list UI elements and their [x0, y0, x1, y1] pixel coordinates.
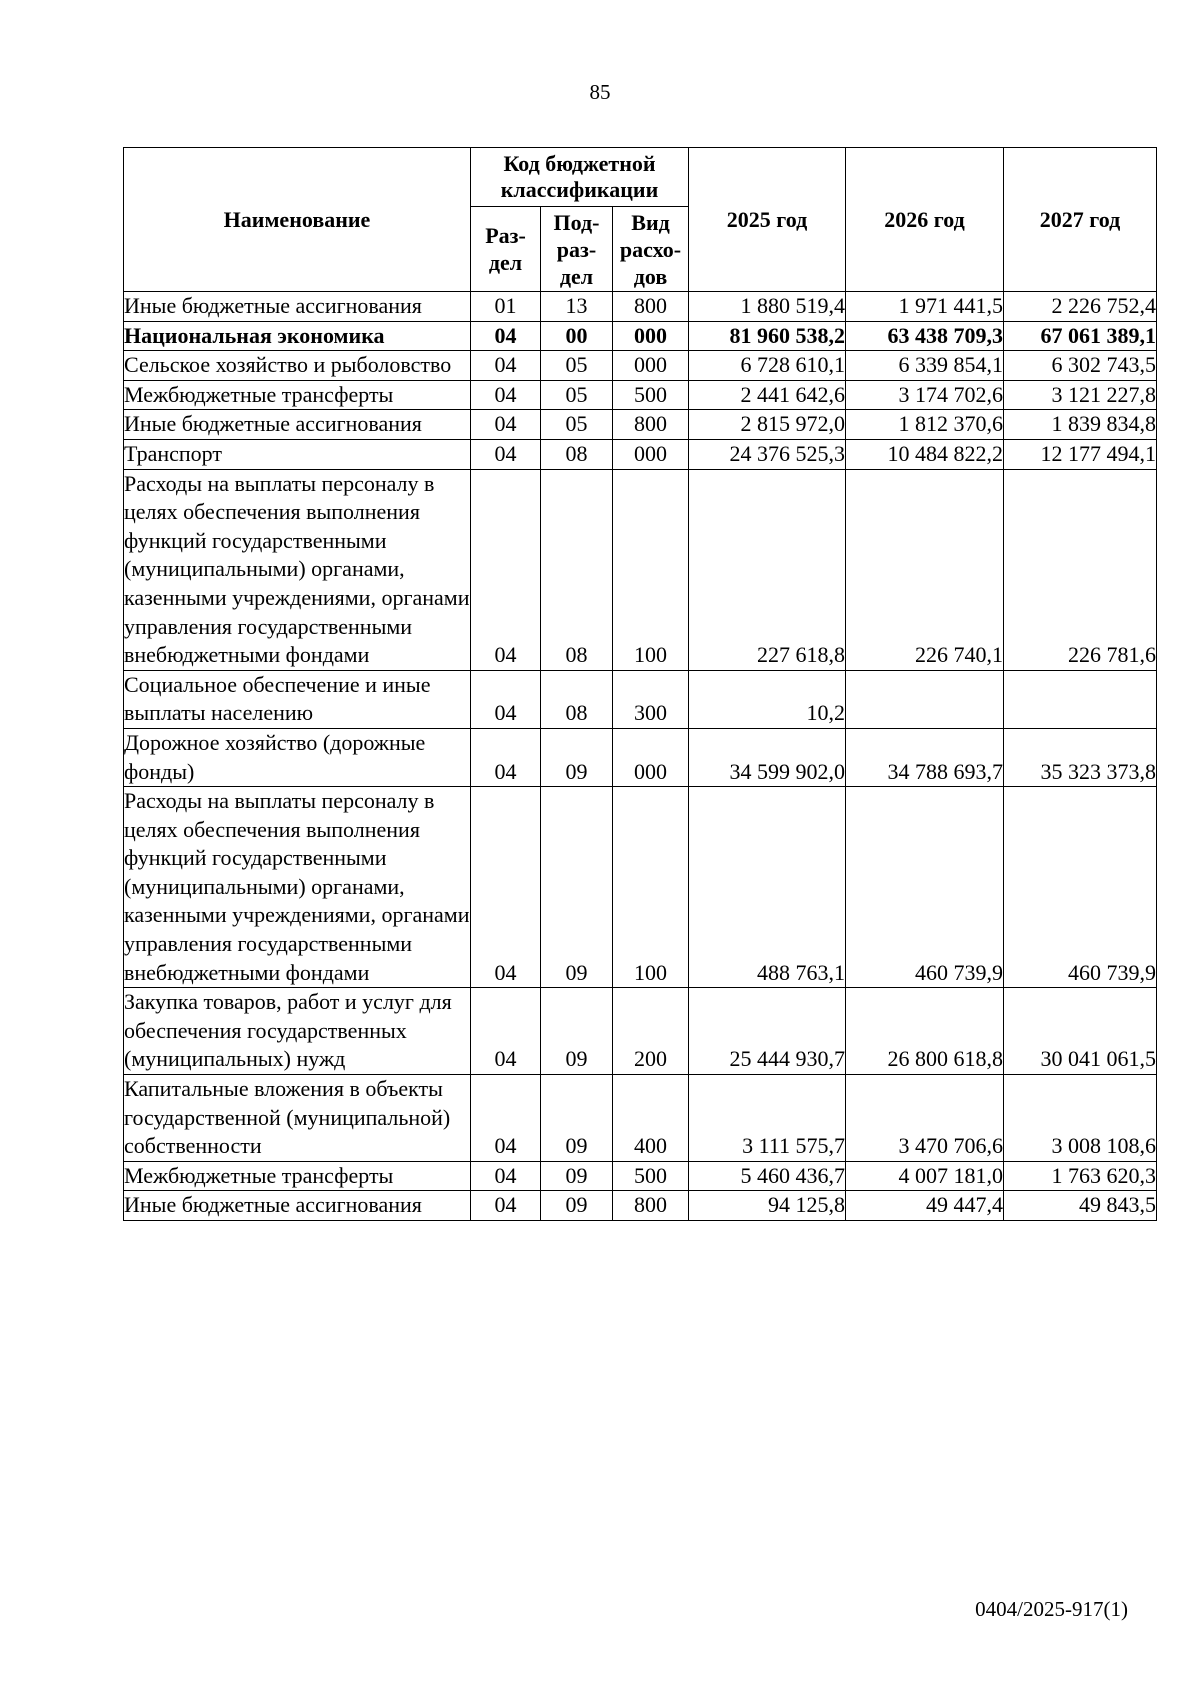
row-value-2025: 1 880 519,4 — [689, 292, 846, 322]
row-value-2026: 4 007 181,0 — [846, 1161, 1004, 1191]
row-value-2025: 6 728 610,1 — [689, 351, 846, 381]
row-value-2027 — [1004, 670, 1157, 728]
row-vid-raskhodov: 300 — [613, 670, 689, 728]
row-podrazdel: 09 — [541, 787, 613, 988]
row-vid-raskhodov: 800 — [613, 410, 689, 440]
header-name: Наименование — [124, 148, 471, 292]
row-value-2025: 488 763,1 — [689, 787, 846, 988]
row-podrazdel: 08 — [541, 469, 613, 670]
row-vid-raskhodov: 800 — [613, 1191, 689, 1221]
row-value-2027: 12 177 494,1 — [1004, 439, 1157, 469]
row-value-2026: 6 339 854,1 — [846, 351, 1004, 381]
row-razdel: 04 — [471, 988, 541, 1075]
row-value-2027: 49 843,5 — [1004, 1191, 1157, 1221]
budget-table — [123, 147, 1157, 1221]
row-value-2027: 1 763 620,3 — [1004, 1161, 1157, 1191]
row-name: Межбюджетные трансферты — [124, 380, 471, 410]
row-vid-raskhodov: 000 — [613, 439, 689, 469]
row-name: Иные бюджетные ассигнования — [124, 410, 471, 440]
table-row — [124, 1191, 1157, 1221]
row-value-2026: 26 800 618,8 — [846, 988, 1004, 1075]
row-value-2026: 1 971 441,5 — [846, 292, 1004, 322]
row-vid-raskhodov: 400 — [613, 1075, 689, 1162]
document-id: 0404/2025-917(1) — [975, 1597, 1128, 1621]
row-name: Закупка товаров, работ и услуг для обеспечения государственных (муниципальных) нужд — [124, 988, 471, 1075]
row-podrazdel: 09 — [541, 728, 613, 786]
row-razdel: 04 — [471, 380, 541, 410]
table-row — [124, 988, 1157, 1075]
row-value-2026: 3 470 706,6 — [846, 1075, 1004, 1162]
row-value-2027: 1 839 834,8 — [1004, 410, 1157, 440]
row-vid-raskhodov: 000 — [613, 351, 689, 381]
row-name: Дорожное хозяйство (дорожные фонды) — [124, 728, 471, 786]
row-podrazdel: 13 — [541, 292, 613, 322]
row-podrazdel: 08 — [541, 670, 613, 728]
row-razdel: 04 — [471, 787, 541, 988]
row-value-2025: 34 599 902,0 — [689, 728, 846, 786]
row-value-2026: 34 788 693,7 — [846, 728, 1004, 786]
row-value-2027: 6 302 743,5 — [1004, 351, 1157, 381]
row-value-2027: 30 041 061,5 — [1004, 988, 1157, 1075]
table-row — [124, 469, 1157, 670]
header-razdel: Раз- дел — [471, 207, 541, 292]
row-value-2027: 226 781,6 — [1004, 469, 1157, 670]
row-name: Социальное обеспечение и иные выплаты населению — [124, 670, 471, 728]
table-row — [124, 321, 1157, 351]
row-name: Иные бюджетные ассигнования — [124, 292, 471, 322]
row-value-2026: 226 740,1 — [846, 469, 1004, 670]
table-row — [124, 787, 1157, 988]
row-value-2025: 3 111 575,7 — [689, 1075, 846, 1162]
row-value-2026: 63 438 709,3 — [846, 321, 1004, 351]
header-code-group: Код бюджетной классификации — [471, 148, 689, 207]
row-vid-raskhodov: 100 — [613, 469, 689, 670]
row-value-2026: 49 447,4 — [846, 1191, 1004, 1221]
row-value-2026: 460 739,9 — [846, 787, 1004, 988]
row-value-2027: 460 739,9 — [1004, 787, 1157, 988]
row-name: Транспорт — [124, 439, 471, 469]
row-podrazdel: 05 — [541, 410, 613, 440]
row-razdel: 04 — [471, 1161, 541, 1191]
row-podrazdel: 09 — [541, 1191, 613, 1221]
table-row — [124, 380, 1157, 410]
row-value-2026: 10 484 822,2 — [846, 439, 1004, 469]
table-row — [124, 670, 1157, 728]
row-vid-raskhodov: 000 — [613, 728, 689, 786]
row-value-2027: 67 061 389,1 — [1004, 321, 1157, 351]
row-razdel: 04 — [471, 351, 541, 381]
row-value-2027: 35 323 373,8 — [1004, 728, 1157, 786]
header-year-2026: 2026 год — [846, 148, 1004, 292]
row-razdel: 04 — [471, 728, 541, 786]
row-name: Межбюджетные трансферты — [124, 1161, 471, 1191]
row-podrazdel: 09 — [541, 1075, 613, 1162]
row-razdel: 04 — [471, 670, 541, 728]
row-podrazdel: 00 — [541, 321, 613, 351]
row-value-2025: 2 441 642,6 — [689, 380, 846, 410]
row-name: Расходы на выплаты персоналу в целях обеспечения выполнения функций государственными (муниципальными) органами, казенными учреждениями, органами управления государственными внебюджетными фондами — [124, 787, 471, 988]
row-name: Капитальные вложения в объекты государственной (муниципальной) собственности — [124, 1075, 471, 1162]
table-row — [124, 410, 1157, 440]
row-value-2025: 2 815 972,0 — [689, 410, 846, 440]
table-row — [124, 1075, 1157, 1162]
table-row — [124, 292, 1157, 322]
row-value-2027: 3 121 227,8 — [1004, 380, 1157, 410]
row-value-2026 — [846, 670, 1004, 728]
row-razdel: 04 — [471, 439, 541, 469]
row-podrazdel: 09 — [541, 988, 613, 1075]
row-razdel: 04 — [471, 1075, 541, 1162]
header-year-2025: 2025 год — [689, 148, 846, 292]
row-vid-raskhodov: 200 — [613, 988, 689, 1075]
row-value-2025: 94 125,8 — [689, 1191, 846, 1221]
row-name: Национальная экономика — [124, 321, 471, 351]
row-value-2025: 81 960 538,2 — [689, 321, 846, 351]
table-row — [124, 1161, 1157, 1191]
row-value-2026: 3 174 702,6 — [846, 380, 1004, 410]
row-value-2025: 227 618,8 — [689, 469, 846, 670]
row-name: Расходы на выплаты персоналу в целях обеспечения выполнения функций государственными (муниципальными) органами, казенными учреждениями, органами управления государственными внебюджетными фондами — [124, 469, 471, 670]
row-name: Сельское хозяйство и рыболовство — [124, 351, 471, 381]
row-razdel: 04 — [471, 410, 541, 440]
table-row — [124, 351, 1157, 381]
row-vid-raskhodov: 800 — [613, 292, 689, 322]
table-body — [124, 292, 1157, 1221]
row-razdel: 01 — [471, 292, 541, 322]
row-value-2027: 3 008 108,6 — [1004, 1075, 1157, 1162]
row-value-2025: 25 444 930,7 — [689, 988, 846, 1075]
row-razdel: 04 — [471, 321, 541, 351]
header-vid-raskhodov: Вид расхо- дов — [613, 207, 689, 292]
row-razdel: 04 — [471, 469, 541, 670]
row-value-2027: 2 226 752,4 — [1004, 292, 1157, 322]
row-value-2025: 10,2 — [689, 670, 846, 728]
table-row — [124, 728, 1157, 786]
row-podrazdel: 05 — [541, 380, 613, 410]
row-podrazdel: 09 — [541, 1161, 613, 1191]
row-vid-raskhodov: 100 — [613, 787, 689, 988]
page-number: 85 — [589, 80, 611, 104]
row-razdel: 04 — [471, 1191, 541, 1221]
row-vid-raskhodov: 500 — [613, 1161, 689, 1191]
table-row — [124, 439, 1157, 469]
row-name: Иные бюджетные ассигнования — [124, 1191, 471, 1221]
row-value-2025: 24 376 525,3 — [689, 439, 846, 469]
row-vid-raskhodov: 500 — [613, 380, 689, 410]
row-vid-raskhodov: 000 — [613, 321, 689, 351]
row-value-2026: 1 812 370,6 — [846, 410, 1004, 440]
header-year-2027: 2027 год — [1004, 148, 1157, 292]
row-podrazdel: 08 — [541, 439, 613, 469]
row-podrazdel: 05 — [541, 351, 613, 381]
header-podrazdel: Под- раз- дел — [541, 207, 613, 292]
row-value-2025: 5 460 436,7 — [689, 1161, 846, 1191]
